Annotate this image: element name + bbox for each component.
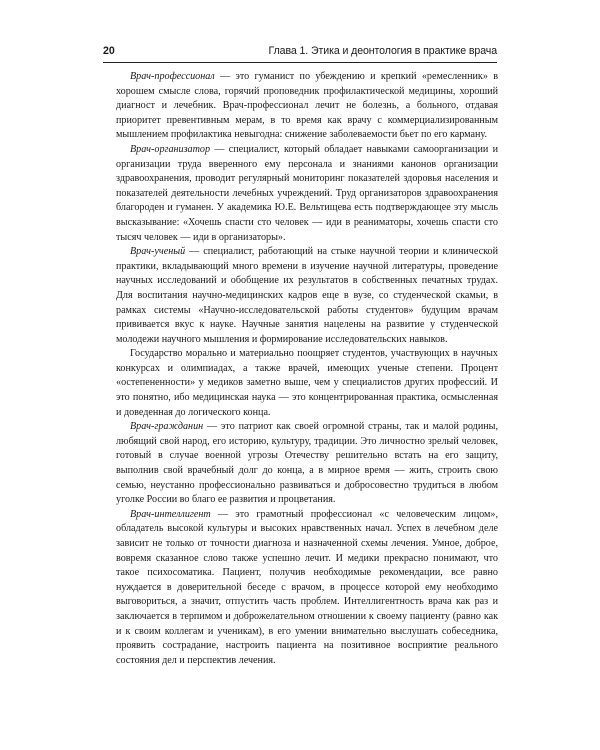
paragraph-text: — это гуманист по убеждению и крепкий «ремесленник» в хорошем смысле слова, горячий проповедник профилактической медицины, хороший диагност и лечебник. Врач-профессионал лечит не болезнь, а больного, отдавая приоритет превентивным мерам, в то время как врачу с коммерциализированным мышлением профилактика невыгодна: снижение заболеваемости бьет по его карману. <box>116 71 498 141</box>
paragraph-scientist <box>116 245 498 347</box>
chapter-title: Глава 1. Этика и деонтология в практике врача <box>268 45 497 57</box>
paragraph-professional <box>116 70 498 143</box>
body-text <box>116 70 498 668</box>
paragraph-citizen <box>116 420 498 508</box>
paragraph-organizer <box>116 143 498 245</box>
term-professional: Врач-профессионал <box>130 71 215 82</box>
term-scientist: Врач-ученый <box>130 246 186 258</box>
term-intellectual: Врач-интеллигент <box>130 508 211 520</box>
running-head <box>103 44 497 63</box>
paragraph-text: — это грамотный профессионал «с человеческим лицом», обладатель высокой культуры и высоких нравственных начал. Успех в лечебном деле зависит не только от точности диагноза и назначенной схемы лечения. Умное, доброе, вовремя сказанное слово также успешно лечит. И медики прекрасно понимают, что такое психосоматика. Пациент, получив необходимые рекомендации, все равно нуждается в доверительной беседе с врачом, в процессе которой ему необходимо выговориться, а значит, отпустить часть проблем. Интеллигентность врача как раз и заключается в терпимом и доброжелательном отношении к своему пациенту (равно как и к своим коллегам и ученикам), в его умении внимательно выслушать собеседника, проявить сострадание, настроить пациента на позитивное восприятие реального состояния дел и перспектив лечения. <box>116 508 498 666</box>
paragraph-text: — это патриот как своей огромной страны, так и малой родины, любящий свой народ, его историю, культуру, традиции. Это личностно зрелый человек, готовый в случае военной угрозы Отечеству решительно встать на его защиту, выполнив свой врачебный долг до конца, а в мирное время — жить, строить свою семью, неустанно профессионально развиваться и добросовестно трудиться в любом уголке России во благо ее развития и процветания. <box>116 421 498 506</box>
term-organizer: Врач-организатор <box>130 143 211 155</box>
paragraph-text: Государство морально и материально поощряет студентов, участвующих в научных конкурсах и олимпиадах, а также врачей, имеющих ученые степени. Процент «остепененности» у медиков заметно выше, чем у специалистов других профессий. И это понятно, ибо медицинская наука — это концентрированная практика, осмысленная и доведенная до логического конца. <box>116 348 498 418</box>
paragraph-text: — специалист, который обладает навыками самоорганизации и организации труда вверенного ему персонала и знаниями канонов организации здравоохранения, проводит регулярный мониторинг показателей здоровья населения и показателей деятельности лечебных учреждений. Труд организаторов здравоохранения благороден и гуманен. У академика Ю.Е. Вельтищева есть подтверждающее эту мысль высказывание: «Хочешь спасти сто человек — иди в реаниматоры, хочешь спасти сто тысяч человек — иди в организаторы». <box>116 143 498 243</box>
term-citizen: Врач-гражданин <box>130 421 204 433</box>
paragraph-state-support <box>116 347 498 420</box>
paragraph-text: — специалист, работающий на стыке научной теории и клинической практики, вкладывающий много времени в изучение научной литературы, проведение научных исследований и обобщение их результатов в собственных печатных трудах. Для воспитания научно-медицинских кадров еще в вузе, со студенческой скамьи, в рамках системы «Научно-исследовательской работы студентов» будущим врачам прививается вкус к науке. Научные занятия нацелены на развитие у студенческой молодежи научного мышления и формирование исследовательских навыков. <box>116 246 498 345</box>
page-number: 20 <box>103 45 115 57</box>
paragraph-intellectual <box>116 508 498 669</box>
